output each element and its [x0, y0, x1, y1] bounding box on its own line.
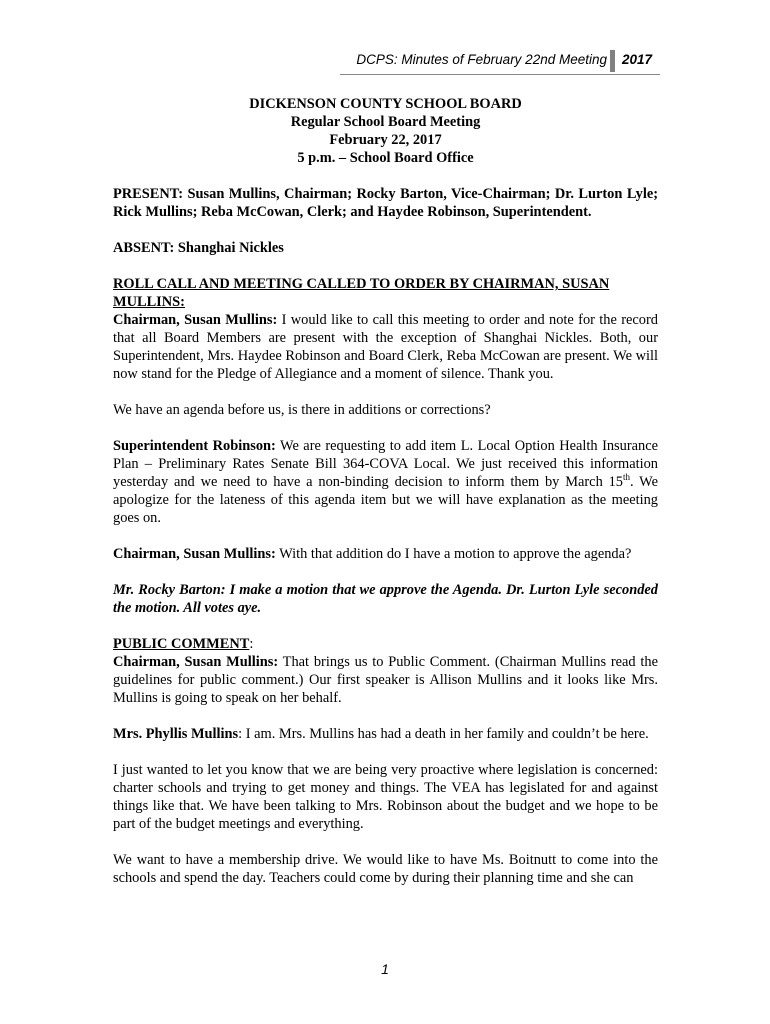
speaker-label: Mrs. Phyllis Mullins	[113, 726, 239, 742]
speech-text-continued: . We apologize for the lateness of this agenda item but we will have explanation as the meeting goes on.	[113, 474, 658, 526]
meeting-type: Regular School Board Meeting	[290, 114, 481, 130]
speaker-label: Chairman, Susan Mullins:	[113, 546, 276, 562]
board-name: DICKENSON COUNTY SCHOOL BOARD	[249, 96, 522, 112]
public-comment-heading: PUBLIC COMMENT:	[113, 636, 254, 652]
speech-text: : I am. Mrs. Mullins has had a death in her family and couldn’t be here.	[238, 726, 649, 742]
page-number: 1	[381, 961, 389, 977]
chairman-motion-request	[113, 545, 658, 563]
header-title: DCPS: Minutes of February 22nd Meeting	[356, 52, 607, 67]
motion-record: Mr. Rocky Barton: I make a motion that we approve the Agenda. Dr. Lurton Lyle seconded the motion. All votes aye.	[113, 582, 658, 616]
meeting-time-location: 5 p.m. – School Board Office	[297, 150, 474, 166]
roll-call-heading: ROLL CALL AND MEETING CALLED TO ORDER BY CHAIRMAN, SUSAN MULLINS:	[113, 276, 610, 310]
speech-text: We are requesting to add item L. Local Option Health Insurance Plan – Preliminary Rates Senate Bill 364-COVA Local. We just received this information yesterday and we need to have a non-binding decision to inform them by March 15	[113, 438, 658, 490]
membership-paragraph: We want to have a membership drive. We would like to have Ms. Boitnutt to come into the schools and spend the day. Teachers could come by during their planning time and she can	[113, 852, 658, 886]
title-block	[113, 95, 658, 167]
roll-call-paragraph	[113, 311, 658, 383]
superintendent-paragraph	[113, 437, 658, 527]
legislation-paragraph: I just wanted to let you know that we are being very proactive where legislation is concerned: charter schools and trying to get money and things. The VEA has legislated for and against things like that. We have been talking to Mrs. Robinson about the budget and we hope to be part of the budget meetings and everything.	[113, 762, 658, 832]
header-year: 2017	[622, 52, 653, 67]
present-list: PRESENT: Susan Mullins, Chairman; Rocky Barton, Vice-Chairman; Dr. Lurton Lyle; Rick Mullins; Reba McCowan, Clerk; and Haydee Robinson, Superintendent.	[113, 186, 658, 220]
speaker-label: Superintendent Robinson:	[113, 438, 276, 454]
absent-list: ABSENT: Shanghai Nickles	[113, 240, 284, 256]
speech-text: With that addition do I have a motion to approve the agenda?	[275, 546, 632, 562]
header-divider	[610, 50, 615, 72]
ordinal-suffix: th	[622, 472, 630, 483]
page-header	[0, 50, 770, 74]
speech-text: I would like to call this meeting to order and note for the record that all Board Members are present with the exception of Shanghai Nickles. Both, our Superintendent, Mrs. Haydee Robinson and Board Clerk, Reba McCowan are present. We will now stand for the Pledge of Allegiance and a moment of silence. Thank you.	[113, 312, 658, 382]
speech-text: That brings us to Public Comment. (Chairman Mullins read the guidelines for public comment.) Our first speaker is Allison Mullins and it looks like Mrs. Mullins is going to speak on her behalf.	[113, 654, 658, 706]
public-comment-paragraph	[113, 653, 658, 707]
speaker-label: Chairman, Susan Mullins:	[113, 312, 278, 328]
phyllis-paragraph	[113, 725, 658, 743]
header-rule	[340, 74, 660, 75]
meeting-date: February 22, 2017	[329, 132, 442, 148]
agenda-question: We have an agenda before us, is there in additions or corrections?	[113, 402, 491, 418]
document-body	[113, 95, 658, 905]
speaker-label: Chairman, Susan Mullins:	[113, 654, 279, 670]
